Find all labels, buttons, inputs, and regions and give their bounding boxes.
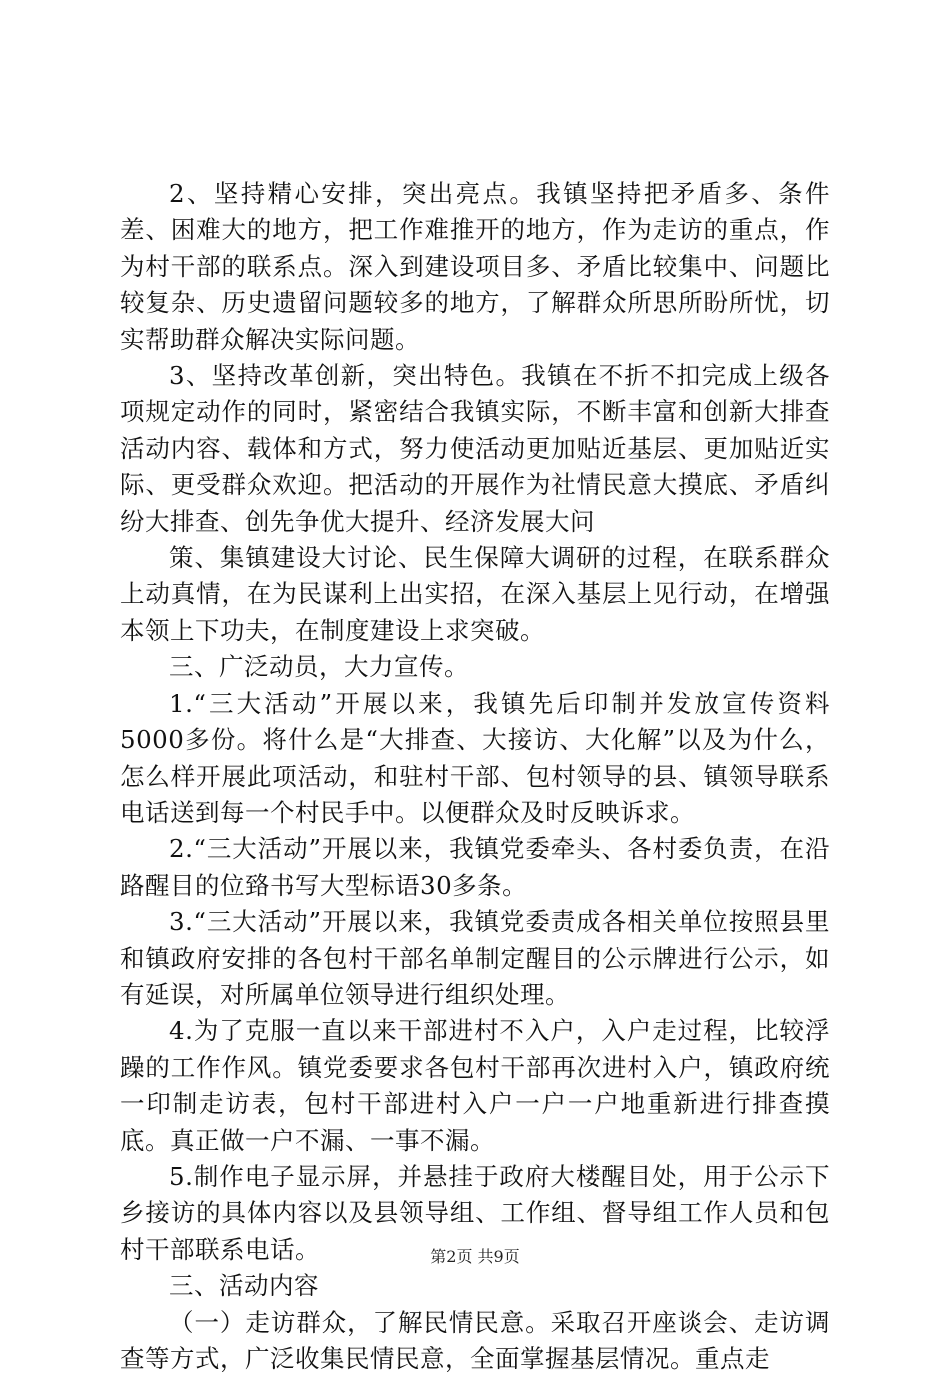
paragraph-item-1: 1.“三大活动”开展以来，我镇先后印制并发放宣传资料5000多份。将什么是“大排查、大接访、大化解”以及为什么，怎么样开展此项活动，和驻村干部、包村领导的县、镇领导联系电话送到每一个村民手中。以便群众及时反映诉求。: [120, 688, 830, 827]
section-heading-activities: 三、活动内容: [169, 1271, 319, 1301]
paragraph-item-3: 3.“三大活动”开展以来，我镇党委责成各相关单位按照县里和镇政府安排的各包村干部名单制定醒目的公示牌进行公示，如有延误，对所属单位领导进行组织处理。: [120, 907, 830, 1009]
page-number-footer: 第2页 共9页: [430, 1247, 520, 1266]
paragraph-item-2: 2.“三大活动”开展以来，我镇党委牵头、各村委负责，在沿路醒目的位臵书写大型标语30多条。: [120, 834, 830, 900]
paragraph-visit: （一）走访群众，了解民情民意。采取召开座谈会、走访调查等方式，广泛收集民情民意，全面掌握基层情况。重点走: [120, 1307, 830, 1373]
document-body: [120, 176, 830, 1377]
paragraph-item-5: 5.制作电子显示屏，并悬挂于政府大楼醒目处，用于公示下乡接访的具体内容以及县领导组、工作组、督导组工作人员和包村干部联系电话。: [120, 1161, 830, 1264]
paragraph-1: 2、坚持精心安排，突出亮点。我镇坚持把矛盾多、条件差、困难大的地方，把工作难推开的地方，作为走访的重点，作为村干部的联系点。深入到建设项目多、矛盾比较集中、问题比较复杂、历史遗留问题较多的地方，了解群众所思所盼所忧，切实帮助群众解决实际问题。: [120, 179, 830, 354]
paragraph-3: 策、集镇建设大讨论、民生保障大调研的过程，在联系群众上动真情，在为民谋利上出实招，在深入基层上见行动，在增强本领上下功夫，在制度建设上求突破。: [120, 543, 830, 645]
paragraph-2: 3、坚持改革创新，突出特色。我镇在不折不扣完成上级各项规定动作的同时，紧密结合我镇实际，不断丰富和创新大排查活动内容、载体和方式，努力使活动更加贴近基层、更加贴近实际、更受群众欢迎。把活动的开展作为社情民意大摸底、矛盾纠纷大排查、创先争优大提升、经济发展大问: [120, 361, 830, 536]
section-heading-publicity: 三、广泛动员，大力宣传。: [169, 652, 469, 682]
paragraph-item-4: 4.为了克服一直以来干部进村不入户，入户走过程，比较浮躁的工作作风。镇党委要求各包村干部再次进村入户，镇政府统一印制走访表，包村干部进村入户一户一户地重新进行排查摸底。真正做一户不漏、一事不漏。: [120, 1016, 830, 1155]
